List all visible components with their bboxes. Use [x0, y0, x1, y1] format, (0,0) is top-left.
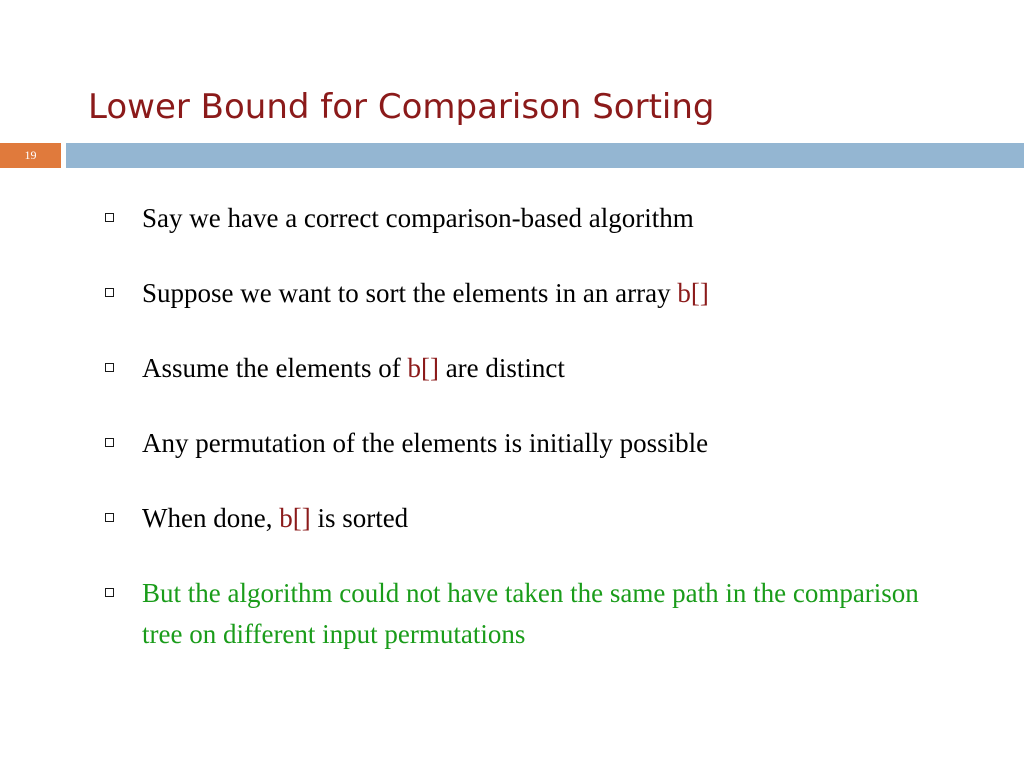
- slide-number-badge: 19: [0, 143, 61, 168]
- array-reference: b[]: [279, 503, 311, 533]
- array-reference: b[]: [407, 353, 439, 383]
- bullet-item-highlighted: [105, 573, 965, 655]
- bullet-text: is sorted: [310, 503, 409, 533]
- bullet-item: [105, 198, 965, 239]
- array-reference: b[]: [677, 278, 709, 308]
- bullet-text: Assume the elements of: [142, 353, 408, 383]
- bullet-text: But the algorithm could not have taken the same path in the comparison tree on different input permutations: [142, 578, 919, 649]
- square-bullet-icon: [105, 288, 114, 297]
- square-bullet-icon: [105, 213, 114, 222]
- bullet-text: When done,: [142, 503, 280, 533]
- bullet-item: [105, 273, 965, 314]
- bullet-item: [105, 498, 965, 539]
- bullet-text: Say we have a correct comparison-based algorithm: [142, 203, 694, 233]
- bullet-item: [105, 348, 965, 389]
- bullet-list: [105, 198, 965, 689]
- square-bullet-icon: [105, 588, 114, 597]
- bullet-item: [105, 423, 965, 464]
- bullet-text: Any permutation of the elements is initially possible: [142, 428, 709, 458]
- slide-title: Lower Bound for Comparison Sorting: [88, 87, 715, 127]
- square-bullet-icon: [105, 438, 114, 447]
- bullet-text: are distinct: [438, 353, 565, 383]
- square-bullet-icon: [105, 363, 114, 372]
- square-bullet-icon: [105, 513, 114, 522]
- header-divider-bar: [66, 143, 1024, 168]
- bullet-text: Suppose we want to sort the elements in an array: [142, 278, 678, 308]
